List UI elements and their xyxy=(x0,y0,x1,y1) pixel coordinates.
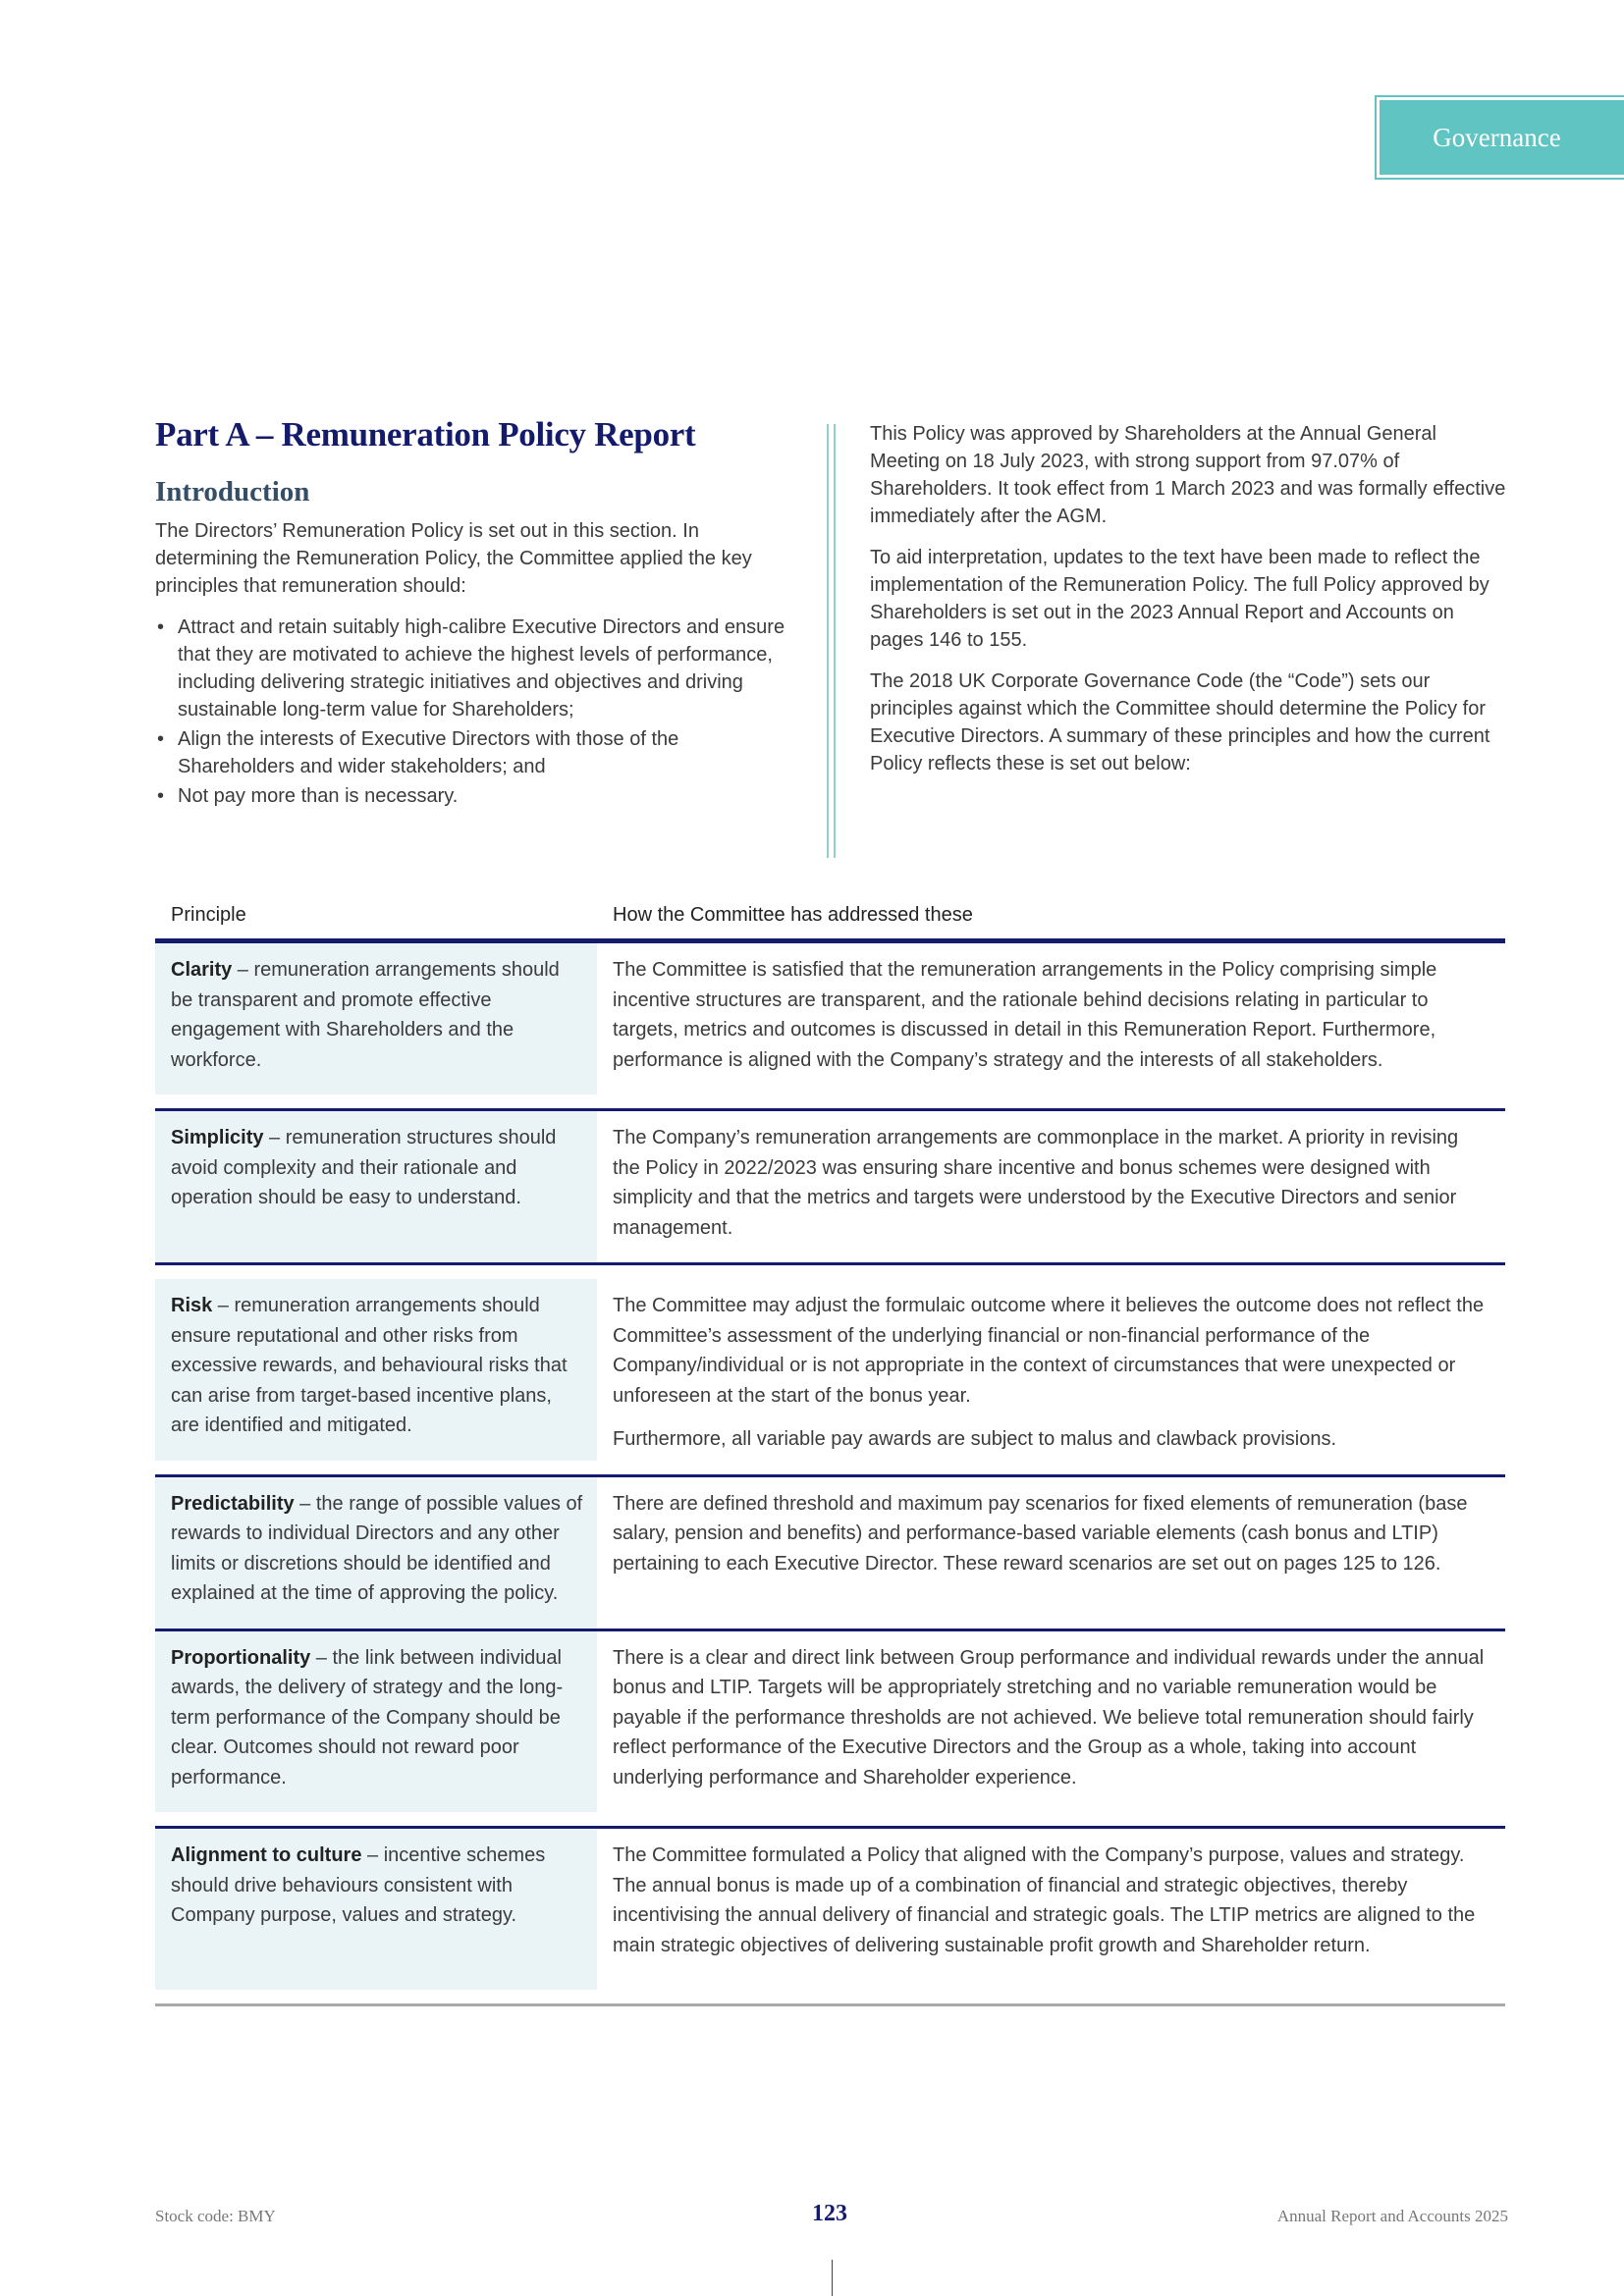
response-text: There is a clear and direct link between Group performance and individual rewards under the annual bonus and LTIP. Targets will be appropriately stretching and no variable remuneration would be payable if the performance thresholds are not achieved. We believe total remuneration should fairly reflect performance of the Executive Directors and the Group as a whole, taking into account underlying performance and Shareholder experience. xyxy=(613,1646,1485,1789)
list-item-text: Align the interests of Executive Directors with those of the Shareholders and wider stakeholders; and xyxy=(178,727,679,777)
principle-term: Clarity xyxy=(171,959,233,981)
response-text: There are defined threshold and maximum pay scenarios for fixed elements of remuneration (base salary, pension and benefits) and performance-based variable elements (cash bonus and LTIP) pertaining to each Executive Director. These reward scenarios are set out on pages 125 to 126. xyxy=(613,1492,1468,1575)
response-cell xyxy=(597,1829,1505,2003)
principle-cell xyxy=(155,1279,597,1461)
principle-cell xyxy=(155,1631,597,1813)
table-row xyxy=(155,1829,1505,2006)
response-text: Furthermore, all variable pay awards are subject to malus and clawback provisions. xyxy=(613,1428,1337,1450)
table-header xyxy=(155,901,1505,938)
bullet-icon: • xyxy=(157,727,165,750)
response-text: The Committee may adjust the formulaic outcome where it believes the outcome does not reflect the Committee’s assessment of the underlying financial or non-financial performance of the Company/individual or is not appropriate in the context of circumstances that were unexpected or unforeseen at the start of the bonus year. xyxy=(613,1295,1485,1407)
principle-text: – incentive schemes should drive behaviours consistent with Company purpose, values and strategy. xyxy=(171,1844,546,1926)
principle-cell xyxy=(155,1829,597,1990)
approval-paragraph: This Policy was approved by Shareholders at the Annual General Meeting on 18 July 2023, with strong support from 97.07% of Shareholders. It took effect from 1 March 2023 and was formally effective immediately after the AGM. xyxy=(870,423,1506,527)
table-row xyxy=(155,1111,1505,1265)
list-item xyxy=(155,725,793,780)
column-divider xyxy=(827,424,836,858)
principles-list xyxy=(155,614,793,810)
principle-text: – the link between individual awards, the delivery of strategy and the long-term performance of the Company should be clear. Outcomes should not reward poor performance. xyxy=(171,1646,564,1789)
table-row xyxy=(155,943,1505,1111)
response-cell xyxy=(597,1631,1505,1827)
code-paragraph: The 2018 UK Corporate Governance Code (the “Code”) sets our principles against which the Committee should determine the Policy for Executive Directors. A summary of these principles and how the current Policy reflects these is set out below: xyxy=(870,670,1490,774)
response-cell xyxy=(597,943,1505,1108)
report-title: Annual Report and Accounts 2025 xyxy=(1276,2207,1508,2225)
page-number: 123 xyxy=(812,2201,847,2226)
table-row xyxy=(155,1631,1505,1830)
list-item xyxy=(155,782,793,810)
principle-text: – the range of possible values of rewards to individual Directors and any other limits or discretions should be identified and explained at the time of approving the policy. xyxy=(171,1492,583,1604)
principle-cell xyxy=(155,1477,597,1629)
response-text: The Committee is satisfied that the remuneration arrangements in the Policy comprising simple incentive structures are transparent, and the rationale behind decisions relating in particular to targets, metrics and outcomes is discussed in detail in this Remuneration Report. Furthermore, performance is aligned with the Company’s strategy and the interests of all stakeholders. xyxy=(613,959,1437,1071)
intro-column xyxy=(155,414,793,812)
section-tab-governance xyxy=(1375,95,1624,180)
response-cell xyxy=(597,1477,1505,1629)
principle-text: – remuneration structures should avoid complexity and their rationale and operation should be easy to understand. xyxy=(171,1127,557,1208)
principle-text: – remuneration arrangements should be transparent and promote effective engagement with Shareholders and the workforce. xyxy=(171,959,560,1071)
principle-text: – remuneration arrangements should ensure reputational and other risks from excessive rewards, and behavioural risks that can arise from target-based incentive plans, are identified and mitigated. xyxy=(171,1295,568,1436)
intro-paragraph: The Directors’ Remuneration Policy is set out in this section. In determining the Remuneration Policy, the Committee applied the key principles that remuneration should: xyxy=(155,519,752,597)
page-title: Part A – Remuneration Policy Report xyxy=(155,415,696,454)
column-header-principle: Principle xyxy=(171,904,246,926)
policy-approval-column xyxy=(870,420,1508,791)
principle-cell xyxy=(155,943,597,1095)
list-item xyxy=(155,614,793,723)
principle-term: Predictability xyxy=(171,1492,295,1515)
bullet-icon: • xyxy=(157,615,165,638)
principle-term: Alignment to culture xyxy=(171,1844,362,1866)
table-row xyxy=(155,1477,1505,1631)
bullet-icon: • xyxy=(157,784,165,807)
response-text: The Committee formulated a Policy that aligned with the Company’s purpose, values and strategy. The annual bonus is made up of a combination of financial and strategic objectives, thereby incentivising the annual delivery of financial and strategic goals. The LTIP metrics are aligned to the main strategic objectives of delivering sustainable profit growth and Shareholder return. xyxy=(613,1844,1476,1956)
principle-term: Simplicity xyxy=(171,1127,264,1148)
page-marker-line xyxy=(832,2260,833,2296)
stock-code: Stock code: BMY xyxy=(155,2207,276,2225)
principle-term: Proportionality xyxy=(171,1646,311,1669)
column-header-response: How the Committee has addressed these xyxy=(613,904,973,926)
principle-term: Risk xyxy=(171,1295,213,1316)
list-item-text: Attract and retain suitably high-calibre Executive Directors and ensure that they are motivated to achieve the highest levels of performance, including delivering strategic initiatives and objectives and driving sustainable long-term value for Shareholders; xyxy=(178,615,785,721)
principles-table xyxy=(155,901,1505,2006)
list-item-text: Not pay more than is necessary. xyxy=(178,784,459,807)
section-tab-label: Governance xyxy=(1380,100,1624,175)
principle-cell xyxy=(155,1111,597,1262)
table-row xyxy=(155,1265,1505,1477)
response-text: The Company’s remuneration arrangements are commonplace in the market. A priority in revising the Policy in 2022/2023 was ensuring share incentive and bonus schemes were designed with simplicity and that the metrics and targets were understood by the Executive Directors and senior management. xyxy=(613,1127,1459,1239)
interpretation-paragraph: To aid interpretation, updates to the text have been made to reflect the implementation of the Remuneration Policy. The full Policy approved by Shareholders is set out in the 2023 Annual Report and Accounts on pages 146 to 155. xyxy=(870,547,1489,651)
response-cell xyxy=(597,1265,1505,1474)
response-cell xyxy=(597,1111,1505,1262)
section-heading-introduction: Introduction xyxy=(155,476,310,507)
